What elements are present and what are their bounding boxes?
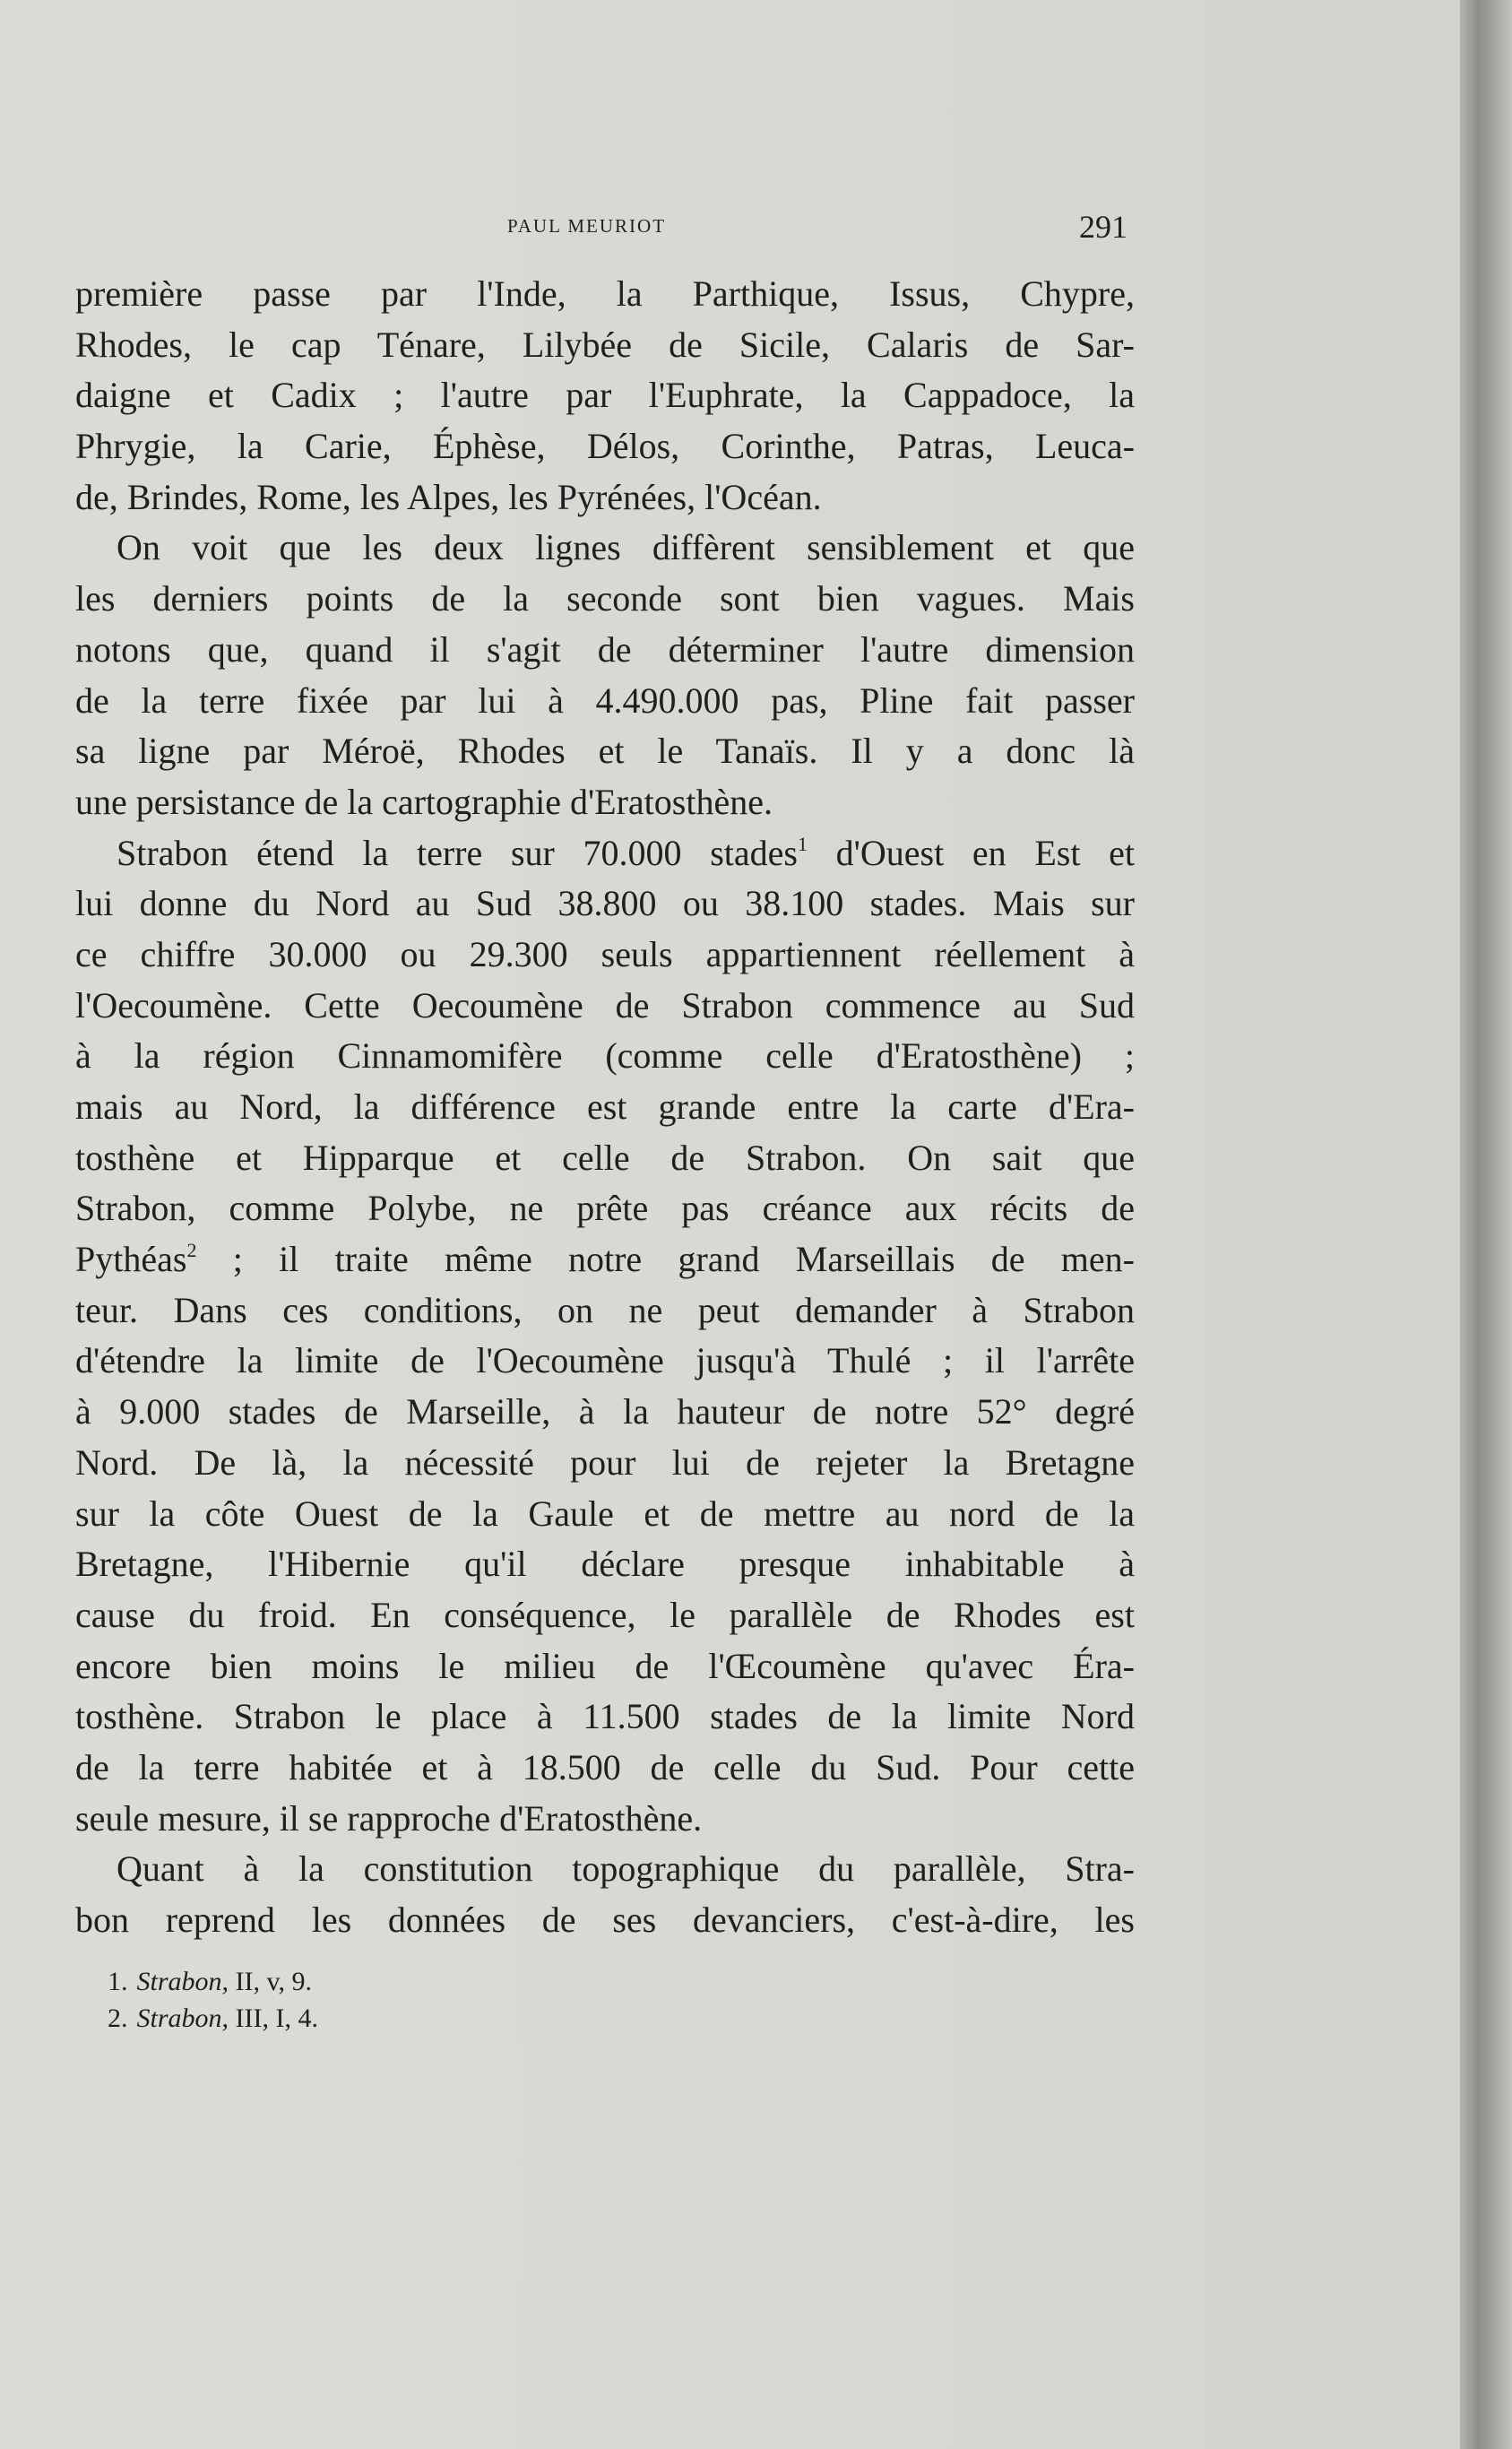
text-line <box>75 828 1135 879</box>
text-line: daigne et Cadix ; l'autre par l'Euphrate, la Cappadoce, la <box>75 375 1135 416</box>
text-line: Nord. De là, la nécessité pour lui de rejeter la Bretagne <box>75 1441 1135 1483</box>
footnote <box>108 2000 318 2037</box>
text-line: lui donne du Nord au Sud 38.800 ou 38.100 stades. Mais sur <box>75 883 1135 924</box>
text-line: On voit que les deux lignes diffèrent sensiblement et que <box>117 527 1135 568</box>
text-line: d'étendre la limite de l'Oecoumène jusqu'à Thulé ; il l'arrête <box>75 1340 1135 1381</box>
text-line: de la terre habitée et à 18.500 de celle du Sud. Pour cette <box>75 1746 1135 1787</box>
text-line: une persistance de la cartographie d'Eratosthène. <box>75 781 773 822</box>
body-text <box>75 269 1135 1946</box>
text-segment: ; il traite même notre grand Marseillais de men- <box>196 1239 1135 1280</box>
footnote-author: Strabon, <box>136 2003 229 2033</box>
text-line: tosthène. Strabon le place à 11.500 stades de la limite Nord <box>75 1696 1135 1737</box>
text-line: seule mesure, il se rapproche d'Eratosthène. <box>75 1797 703 1839</box>
footnote-reference: III, I, 4. <box>229 2003 318 2033</box>
text-segment: Strabon étend la terre sur 70.000 stades <box>117 832 798 873</box>
footnote-ref: 2 <box>186 1239 197 1262</box>
text-line <box>75 1234 1135 1285</box>
footnote-number: 1. <box>108 1967 128 1996</box>
text-line: mais au Nord, la différence est grande entre la carte d'Era- <box>75 1086 1135 1127</box>
text-line: Strabon, comme Polybe, ne prête pas créance aux récits de <box>75 1188 1135 1229</box>
text-line: de, Brindes, Rome, les Alpes, les Pyrénées, l'Océan. <box>75 476 822 517</box>
footnotes <box>108 1963 318 2037</box>
text-line: notons que, quand il s'agit de déterminer l'autre dimension <box>75 628 1135 670</box>
text-line: Quant à la constitution topographique du parallèle, Stra- <box>117 1848 1135 1890</box>
page-number: 291 <box>1079 209 1128 245</box>
text-line: les derniers points de la seconde sont bien vagues. Mais <box>75 578 1135 619</box>
text-line: bon reprend les données de ses devanciers, c'est-à-dire, les <box>75 1899 1135 1940</box>
text-line: à 9.000 stades de Marseille, à la hauteur de notre 52° degré <box>75 1391 1135 1432</box>
footnote <box>108 1963 318 2000</box>
text-line: Bretagne, l'Hibernie qu'il déclare presque inhabitable à <box>75 1544 1135 1585</box>
text-line: encore bien moins le milieu de l'Œcoumène qu'avec Éra- <box>75 1645 1135 1686</box>
text-line: Phrygie, la Carie, Éphèse, Délos, Corinthe, Patras, Leuca- <box>75 426 1135 467</box>
text-line: de la terre fixée par lui à 4.490.000 pas, Pline fait passer <box>75 679 1135 721</box>
text-line: cause du froid. En conséquence, le parallèle de Rhodes est <box>75 1594 1135 1635</box>
text-line: ce chiffre 30.000 ou 29.300 seuls appartiennent réellement à <box>75 933 1135 974</box>
footnote-ref: 1 <box>797 832 808 855</box>
footnote-number: 2. <box>108 2003 128 2033</box>
text-segment: Pythéas <box>75 1239 187 1280</box>
text-line: Rhodes, le cap Ténare, Lilybée de Sicile, Calaris de Sar- <box>75 324 1135 365</box>
text-line: tosthène et Hipparque et celle de Strabon. On sait que <box>75 1137 1135 1178</box>
text-line: l'Oecoumène. Cette Oecoumène de Strabon commence au Sud <box>75 984 1135 1025</box>
text-line: à la région Cinnamomifère (comme celle d'Eratosthène) ; <box>75 1035 1135 1077</box>
text-line: sur la côte Ouest de la Gaule et de mettre au nord de la <box>75 1493 1135 1534</box>
footnote-reference: II, v, 9. <box>229 1967 313 1996</box>
text-segment: d'Ouest en Est et <box>807 832 1135 873</box>
text-line: sa ligne par Méroë, Rhodes et le Tanaïs. Il y a donc là <box>75 731 1135 772</box>
text-line: teur. Dans ces conditions, on ne peut demander à Strabon <box>75 1289 1135 1330</box>
book-spine <box>1460 0 1512 2449</box>
text-line: première passe par l'Inde, la Parthique, Issus, Chypre, <box>75 273 1135 314</box>
footnote-author: Strabon, <box>136 1967 229 1996</box>
running-head: PAUL MEURIOT <box>507 215 667 237</box>
